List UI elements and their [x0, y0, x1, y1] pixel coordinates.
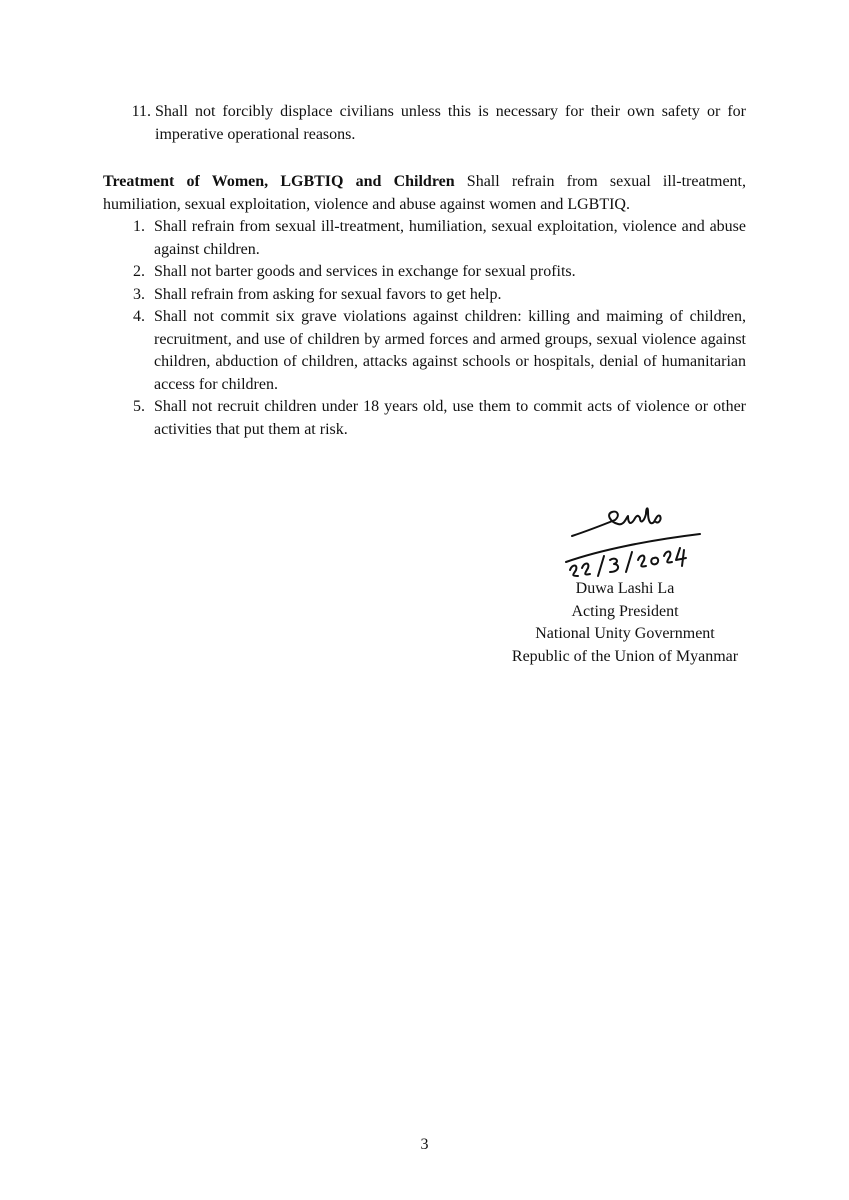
list-item: [103, 261, 746, 284]
section-intro-text: Shall refrain from sexual ill-treatment, humiliation, sexual exploitation, violence and abuse against women and LGBTIQ.: [103, 173, 746, 213]
list-item-text: Shall not commit six grave violations against children: killing and maiming of children, recruitment, and use of children by armed forces and armed groups, sexual violence against children, abduction of children, attacks against schools or hospitals, denial of humanitarian access for children.: [154, 308, 746, 393]
list-item-number: 1.: [133, 218, 145, 235]
list-item-text: Shall not forcibly displace civilians unless this is necessary for their own safety or for imperative operational reasons.: [155, 103, 746, 143]
list-item-number: 11.: [131, 103, 151, 120]
treatment-section: [103, 171, 746, 441]
list-item-number: 4.: [133, 308, 145, 325]
list-item-number: 2.: [133, 263, 145, 280]
list-item: [103, 216, 746, 261]
list-item-11: [122, 101, 746, 146]
list-item-number: 5.: [133, 398, 145, 415]
list-item-text: Shall refrain from sexual ill-treatment, humiliation, sexual exploitation, violence and abuse against children.: [154, 218, 746, 258]
list-item: [103, 284, 746, 307]
treatment-list: [103, 216, 746, 441]
list-item-number: 3.: [133, 285, 145, 303]
list-item: [103, 306, 746, 396]
page-number: 3: [420, 1136, 429, 1153]
signatory-country: Republic of the Union of Myanmar: [511, 647, 739, 665]
list-item: [103, 396, 746, 441]
handwritten-signature: [560, 500, 705, 580]
signature-block: [480, 578, 770, 668]
signatory-title: Acting President: [571, 602, 679, 620]
section-intro-paragraph: [103, 171, 746, 216]
list-item-text: Shall not recruit children under 18 years old, use them to commit acts of violence or other activities that put them at risk.: [154, 398, 746, 438]
list-item-text: Shall not barter goods and services in exchange for sexual profits.: [154, 263, 576, 280]
signatory-organization: National Unity Government: [535, 625, 715, 642]
list-item-text: Shall refrain from asking for sexual favors to get help.: [154, 285, 502, 303]
signatory-name: Duwa Lashi La: [575, 580, 675, 597]
section-heading: Treatment of Women, LGBTIQ and Children: [103, 173, 455, 190]
